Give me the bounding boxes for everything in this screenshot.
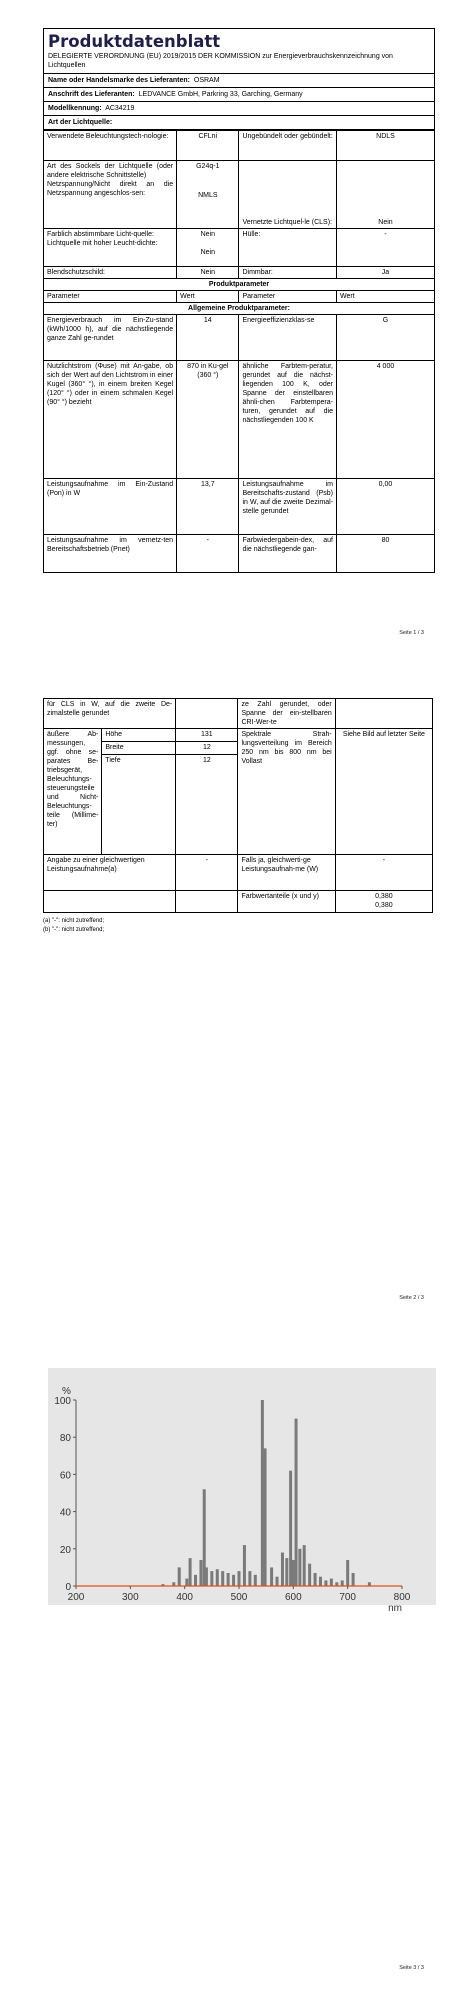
width-value: 12 (176, 742, 238, 755)
energy-value: 14 (177, 315, 239, 361)
connected-value: Nein (336, 161, 434, 229)
spectrum-bar (292, 1560, 295, 1586)
spectrum-bar (243, 1545, 246, 1586)
equivalent-power-claim-value: - (176, 855, 238, 891)
standby-power-value: 0,00 (336, 479, 434, 535)
useful-flux-label: Nutzlichtstrom (Φuse) mit An-gabe, ob sich der Wert auf den Lichtstrom in einer Kugel (360° °), in einem breiten Kegel (120° °) oder in einem schmalen Kegel (90° °) bezieht (44, 361, 177, 479)
spectrum-bar (285, 1558, 288, 1586)
address-label: Anschrift des Lieferanten: (48, 91, 135, 98)
equivalent-power-label: Falls ja, gleichwerti-ge Leistungsaufnah-me (W) (238, 855, 335, 891)
high-luminance-value: Nein (200, 249, 215, 256)
cri-value: 80 (336, 535, 434, 573)
y-tick-label: 80 (59, 1433, 71, 1445)
footnote-a: (a) "-": nicht zutreffend; (43, 918, 105, 924)
dimmable-value: Ja (336, 267, 434, 279)
spectrum-bar (205, 1567, 208, 1586)
continued-params-table (43, 698, 433, 913)
spectrum-bar (227, 1573, 230, 1586)
anti-glare-label: Blendschutzschild: (44, 267, 177, 279)
spectrum-bar (346, 1560, 349, 1586)
x-tick-label: 300 (121, 1592, 139, 1603)
page-number: Seite 3 / 3 (399, 1965, 424, 1971)
supplier-value: OSRAM (193, 77, 220, 84)
cct-value: 4 000 (336, 361, 434, 479)
model-value: AC34219 (105, 105, 135, 112)
spectrum-bar (221, 1571, 224, 1586)
document-title: Produktdatenblatt (44, 28, 434, 52)
x-tick-label: 700 (339, 1592, 357, 1603)
spectrum-bar (270, 1567, 273, 1586)
column-header-parameter-2: Parameter (239, 291, 337, 303)
networked-standby-label: Leistungsaufnahme im vernetz-ten Bereitschaftsbetrieb (Pnet) (44, 535, 177, 573)
spectrum-bar (341, 1580, 344, 1586)
model-label: Modellkennung: (48, 105, 102, 112)
spectrum-bar (210, 1571, 213, 1586)
width-label: Breite (102, 742, 176, 755)
x-tick-label: 400 (176, 1592, 194, 1603)
type-heading: Art der Lichtquelle: (44, 116, 434, 130)
x-tick-label: 800 (393, 1592, 411, 1603)
page-2 (0, 650, 474, 1330)
mains-label: Netzspannung/Nicht direkt an die Netzspannung angeschlos-sen: (47, 181, 174, 197)
x-tick-label: 200 (67, 1592, 85, 1603)
focused-value: NDLS (336, 131, 434, 161)
mains-value: NMLS (198, 192, 218, 199)
spectrum-bar (199, 1560, 202, 1586)
spectrum-bar (232, 1575, 235, 1586)
cct-label: ähnliche Farbtem-peratur, gerundet auf die nächst-liegenden 100 K, oder Spanne der einstellbaren ähnli-chen Farbtempera-turen, gerundet auf die nächstliegenden 100 K (239, 361, 337, 479)
y-tick-label: 0 (65, 1582, 71, 1593)
spectrum-bar (298, 1549, 301, 1586)
spectrum-bar (352, 1573, 355, 1586)
chromaticity-y: 0,380 (375, 902, 393, 909)
supplier-row (44, 74, 434, 88)
product-params-heading: Produktparameter (44, 279, 434, 291)
supplier-label: Name oder Handelsmarke des Lieferanten: (48, 77, 190, 84)
cri-label-cont: ze Zahl gerundet, oder Spanne der ein-stellbaren CRI-Wer-te (238, 699, 335, 729)
colour-tunable-label: Farblich abstimmbare Licht-quelle: (47, 231, 154, 238)
page-number: Seite 2 / 3 (399, 1295, 424, 1301)
spectral-distribution-label: Spektrale Strah-lungsverteilung im Bereich 250 nm bis 800 nm bei Vollast (238, 729, 335, 855)
spectrum-bar (319, 1577, 322, 1586)
chromaticity-x: 0,380 (375, 893, 393, 900)
on-mode-power-value: 13,7 (177, 479, 239, 535)
spectrum-bar (189, 1558, 192, 1586)
spectrum-bar (295, 1419, 298, 1586)
colour-tunable-value: Nein (200, 231, 215, 238)
chromaticity-values (335, 891, 432, 913)
column-header-value-1: Wert (177, 291, 239, 303)
y-tick-label: 60 (59, 1470, 71, 1482)
useful-flux-value: 870 in Ku-gel (360 °) (177, 361, 239, 479)
y-axis-label: % (62, 1386, 71, 1397)
y-tick-label: 100 (54, 1396, 71, 1407)
tech-label: Verwendete Beleuchtungstech-nologie: (44, 131, 177, 161)
spectrum-bar (330, 1579, 333, 1586)
focused-label: Ungebündelt oder gebündelt: (239, 131, 337, 161)
column-header-parameter-1: Parameter (44, 291, 177, 303)
depth-label: Tiefe (102, 755, 176, 855)
equivalent-power-claim-label: Angabe zu einer gleichwertigen Leistungsaufnahme(a) (44, 855, 176, 891)
anti-glare-value: Nein (177, 267, 239, 279)
datasheet-table (43, 28, 435, 573)
spectrum-bar (314, 1573, 317, 1586)
cap-mains-labels (44, 161, 177, 229)
spectrum-bar (216, 1569, 219, 1586)
height-label: Höhe (102, 729, 176, 742)
x-tick-label: 600 (284, 1592, 302, 1603)
spectrum-bar (238, 1571, 241, 1586)
model-row (44, 102, 434, 116)
y-tick-label: 20 (59, 1544, 71, 1556)
spectrum-bar (308, 1564, 311, 1586)
spectrum-bar (248, 1571, 251, 1586)
high-luminance-label: Lichtquelle mit hoher Leucht-dichte: (47, 240, 158, 247)
general-params-heading: Allgemeine Produktparameter: (44, 303, 434, 315)
light-source-type-table (44, 130, 434, 573)
spectrum-bar (264, 1448, 267, 1586)
column-header-value-2: Wert (336, 291, 434, 303)
document-subtitle: DELEGIERTE VERORDNUNG (EU) 2019/2015 DER KOMMISSION zur Energieverbrauchskennzeichnung von Lichtquellen (44, 52, 434, 74)
spectrum-bar (185, 1579, 188, 1586)
energy-class-label: Energieeffizienzklas-se (239, 315, 337, 361)
spectrum-bar (254, 1575, 257, 1586)
connected-label: Vernetzte Lichtquel-le (CLS): (239, 161, 337, 229)
envelope-value: - (336, 229, 434, 267)
spectrum-bar (289, 1471, 292, 1586)
networked-standby-value: - (177, 535, 239, 573)
spectrum-bar (303, 1545, 306, 1586)
spectral-distribution-value: Siehe Bild auf letzter Seite (335, 729, 432, 855)
standby-power-label: Leistungsaufnahme im Bereitschafts-zustand (Psb) in W, auf die zweite Dezimal-stelle gerundet (239, 479, 337, 535)
y-tick-label: 40 (59, 1507, 71, 1519)
on-mode-power-label: Leistungsaufnahme im Ein-Zustand (Pon) in W (44, 479, 177, 535)
networked-standby-label-cont: für CLS in W, auf die zweite De-zimalstelle gerundet (44, 699, 176, 729)
address-row (44, 88, 434, 102)
energy-label: Energieverbrauch im Ein-Zu-stand (kWh/1000 h), auf die nächstliegende ganze Zahl ge-rundet (44, 315, 177, 361)
x-tick-label: 500 (230, 1592, 248, 1603)
chromaticity-label: Farbwertanteile (x und y) (238, 891, 335, 913)
spectrum-plot (48, 1368, 436, 1614)
spectral-distribution-chart (48, 1368, 436, 1614)
cap-mains-values (177, 161, 239, 229)
spectrum-bar (281, 1553, 284, 1586)
page-1 (0, 0, 474, 650)
equivalent-power-value: - (335, 855, 432, 891)
cap-value: G24q-1 (196, 163, 220, 170)
envelope-label: Hülle: (239, 229, 337, 267)
energy-class-value: G (336, 315, 434, 361)
cri-label: Farbwiedergabein-dex, auf die nächstliegende gan- (239, 535, 337, 573)
tech-value: CFLni (177, 131, 239, 161)
address-value: LEDVANCE GmbH, Parkring 33, Garching, Germany (138, 91, 303, 98)
dimmable-label: Dimmbar: (239, 267, 337, 279)
spectrum-bar (261, 1400, 264, 1586)
tunable-highlum-values (177, 229, 239, 267)
footnote-b: (b) "-": nicht zutreffend; (43, 927, 105, 933)
dimensions-label: äußere Ab-messungen, ggf. ohne se-parates Be-triebsgerät, Beleuchtungs-steuerungsteile und Nicht-Beleuchtungs-teile (Millime-ter) (44, 729, 102, 855)
spectrum-bar (178, 1567, 181, 1586)
cap-label: Art des Sockels der Lichtquelle (oder andere elektrische Schnittstelle) (47, 163, 174, 179)
tunable-highlum-labels (44, 229, 177, 267)
spectrum-svg (48, 1368, 436, 1614)
spectrum-bar (324, 1580, 327, 1586)
page-number: Seite 1 / 3 (399, 630, 424, 636)
datasheet-table-continued (43, 698, 433, 935)
depth-value: 12 (176, 755, 238, 855)
spectrum-bar (276, 1577, 279, 1586)
x-axis-label: nm (388, 1603, 402, 1614)
spectrum-bar (194, 1575, 197, 1586)
height-value: 131 (176, 729, 238, 742)
